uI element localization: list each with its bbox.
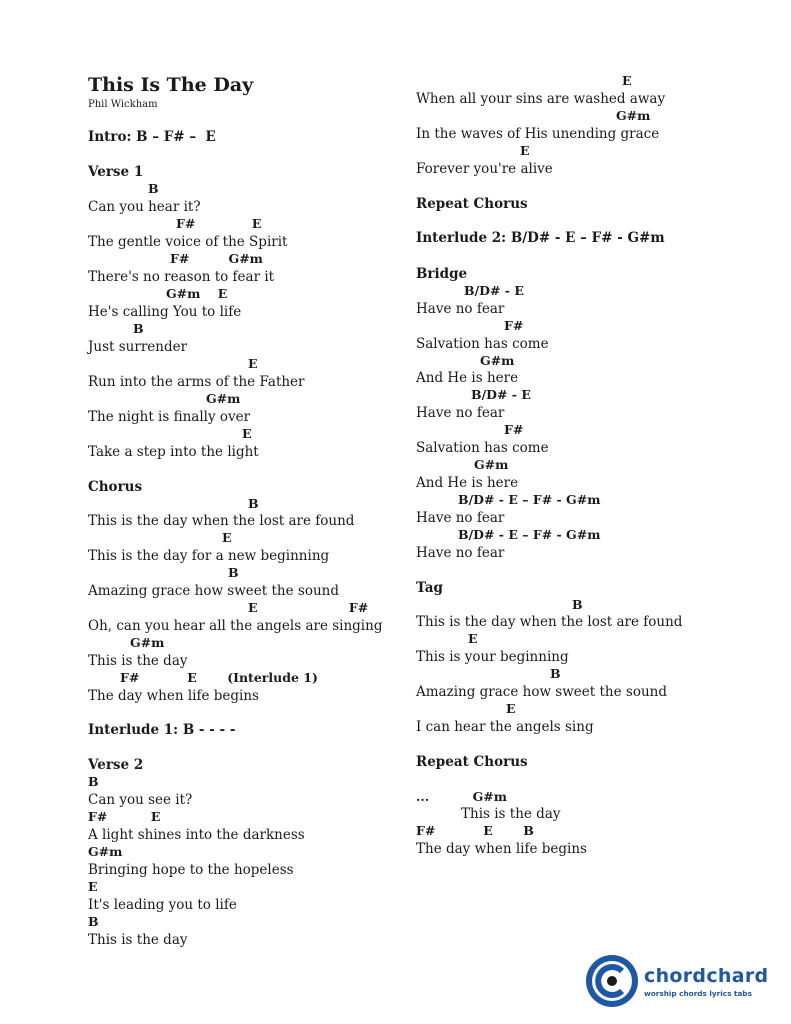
lyric-line: Forever you're alive <box>416 161 553 177</box>
chord-line: F# <box>504 318 524 333</box>
chord-line: F# <box>504 422 524 437</box>
lyric-line: Have no fear <box>416 405 505 421</box>
lyric-line: Take a step into the light <box>88 444 259 460</box>
lyric-line: I can hear the angels sing <box>416 719 594 735</box>
chord-line: G#m <box>616 108 651 123</box>
lyric-line: Can you see it? <box>88 792 193 808</box>
chord-line: E <box>468 631 478 646</box>
lyric-line: This is the day <box>88 653 188 669</box>
chord-line: G#m <box>130 635 165 650</box>
chord-line: B <box>133 321 144 336</box>
chord-line: B <box>228 565 239 580</box>
chordchard-logo[interactable] <box>584 953 774 1009</box>
lyric-line: This is your beginning <box>416 649 569 665</box>
chord-line: F# E B <box>416 823 534 838</box>
chord-line: B <box>88 914 99 929</box>
lyric-line: Can you hear it? <box>88 199 201 215</box>
lyric-line: Bringing hope to the hopeless <box>88 862 294 878</box>
lyric-line: Salvation has come <box>416 440 549 456</box>
lyric-line: Salvation has come <box>416 336 549 352</box>
chord-line: E <box>622 73 632 88</box>
lyric-line: He's calling You to life <box>88 304 242 320</box>
section-heading: Bridge <box>416 266 468 282</box>
lyric-line: This is the day when the lost are found <box>416 614 683 630</box>
lyric-line: This is the day for a new beginning <box>88 548 330 564</box>
chord-line: G#m E <box>166 286 228 301</box>
chord-line: F# E <box>176 216 262 231</box>
lyric-line: Have no fear <box>416 510 505 526</box>
chord-line: E F# <box>248 600 369 615</box>
chord-line: B/D# - E – F# - G#m <box>458 492 601 507</box>
lyric-line: The day when life begins <box>416 841 587 857</box>
lyric-line: The night is finally over <box>88 409 251 425</box>
lyric-line: Amazing grace how sweet the sound <box>88 583 339 599</box>
logo-wordmark: chordchard <box>644 965 769 987</box>
lyric-line: And He is here <box>416 475 519 491</box>
lyric-line: Run into the arms of the Father <box>88 374 305 390</box>
chord-line: B <box>88 774 99 789</box>
chord-line: E <box>88 879 98 894</box>
song-title: This Is The Day <box>88 74 254 96</box>
section-heading: Tag <box>416 580 443 596</box>
section-heading: Verse 2 <box>88 757 144 773</box>
lyric-line: When all your sins are washed away <box>416 91 666 107</box>
lyric-line: Have no fear <box>416 545 505 561</box>
lyric-line: A light shines into the darkness <box>88 827 305 843</box>
lyric-line: The gentle voice of the Spirit <box>88 234 288 250</box>
chord-line: F# E <box>88 809 161 824</box>
chord-line: G#m <box>474 457 509 472</box>
lyric-line: It's leading you to life <box>88 897 237 913</box>
section-heading: Interlude 2: B/D# - E – F# - G#m <box>416 230 665 246</box>
chord-line: E <box>506 701 516 716</box>
chord-line: F# E (Interlude 1) <box>120 670 318 685</box>
chord-line: E <box>222 530 232 545</box>
chord-line: B <box>248 496 259 511</box>
lyric-line: Amazing grace how sweet the sound <box>416 684 667 700</box>
chord-line: B <box>572 597 583 612</box>
section-heading: Interlude 1: B - - - - <box>88 722 236 738</box>
chord-line: B <box>148 181 159 196</box>
lyric-line: There's no reason to fear it <box>88 269 275 285</box>
lyric-line: Oh, can you hear all the angels are singing <box>88 618 383 634</box>
lyric-line: This is the day when the lost are found <box>88 513 355 529</box>
section-heading: Repeat Chorus <box>416 754 528 770</box>
chord-line: G#m <box>480 353 515 368</box>
section-heading: Intro: B – F# – E <box>88 129 216 145</box>
chord-line: E <box>248 356 258 371</box>
chordchard-logo-icon <box>584 953 640 1009</box>
chord-line: F# G#m <box>170 251 263 266</box>
lyric-line: In the waves of His unending grace <box>416 126 660 142</box>
chord-line: B/D# - E – F# - G#m <box>458 527 601 542</box>
section-heading: Repeat Chorus <box>416 196 528 212</box>
chord-line: B/D# - E <box>471 387 531 402</box>
logo-tagline: worship chords lyrics tabs <box>644 989 752 998</box>
lyric-line: This is the day <box>461 806 561 822</box>
chord-line: B/D# - E <box>464 283 524 298</box>
lyric-line: Have no fear <box>416 301 505 317</box>
chord-line: G#m <box>206 391 241 406</box>
chord-line: B <box>550 666 561 681</box>
chord-line: G#m <box>88 844 123 859</box>
section-heading: Verse 1 <box>88 164 144 180</box>
chord-line: E <box>520 143 530 158</box>
chord-line: ... G#m <box>416 789 507 804</box>
song-artist: Phil Wickham <box>88 99 158 110</box>
lyric-line: The day when life begins <box>88 688 259 704</box>
chord-line: E <box>242 426 252 441</box>
lyric-line: Just surrender <box>88 339 188 355</box>
lyric-line: And He is here <box>416 370 519 386</box>
section-heading: Chorus <box>88 479 143 495</box>
lyric-line: This is the day <box>88 932 188 948</box>
